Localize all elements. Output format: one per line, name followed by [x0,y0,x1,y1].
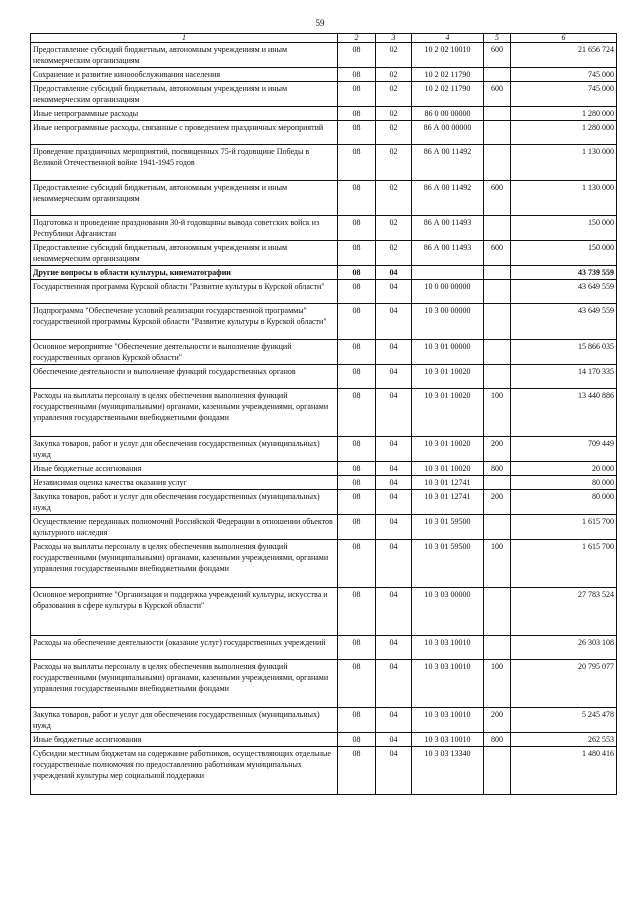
row-target-article: 10 3 03 13340 [412,747,484,795]
row-subsection: 04 [376,733,412,747]
row-subsection: 04 [376,340,412,365]
table-row [31,68,617,82]
row-expense-type: 100 [484,540,511,588]
row-name: Основное мероприятие "Организация и поддержка учреждений культуры, искусства и образования в сфере культуры в Курской области" [31,588,338,636]
row-target-article: 10 3 01 12741 [412,490,484,515]
row-target-article: 86 А 00 11492 [412,145,484,181]
row-amount: 80 000 [511,490,617,515]
table-row [31,733,617,747]
row-name: Иные бюджетные ассигнования [31,462,338,476]
row-subsection: 04 [376,462,412,476]
row-name: Подпрограмма "Обеспечение условий реализации государственной программы" государственной программы Курской области "Развитие культуры в Курской области" [31,304,338,340]
row-expense-type: 600 [484,181,511,216]
row-name: Закупка товаров, работ и услуг для обеспечения государственных (муниципальных) нужд [31,437,338,462]
row-target-article: 86 А 00 00000 [412,121,484,145]
row-target-article: 10 3 01 59500 [412,540,484,588]
row-expense-type: 200 [484,437,511,462]
row-amount: 20 000 [511,462,617,476]
table-row [31,304,617,340]
row-amount: 262 553 [511,733,617,747]
row-amount: 43 739 559 [511,266,617,280]
row-subsection: 04 [376,365,412,389]
row-subsection: 04 [376,304,412,340]
row-target-article: 10 3 00 00000 [412,304,484,340]
table-row [31,636,617,660]
row-section: 08 [338,588,376,636]
row-expense-type: 800 [484,462,511,476]
row-target-article: 10 3 03 00000 [412,588,484,636]
row-target-article: 10 3 01 10020 [412,462,484,476]
row-name: Осуществление переданных полномочий Российской Федерации в отношении объектов культурного наследия [31,515,338,540]
row-name: Предоставление субсидий бюджетным, автономным учреждениям и иным некоммерческим организациям [31,241,338,266]
row-subsection: 02 [376,82,412,107]
table-row [31,216,617,241]
row-subsection: 04 [376,515,412,540]
table-row [31,43,617,68]
row-name: Предоставление субсидий бюджетным, автономным учреждениям и иным некоммерческим организациям [31,181,338,216]
row-subsection: 04 [376,660,412,708]
row-name: Расходы на выплаты персоналу в целях обеспечения выполнения функций государственными (муниципальными) органами, казенными учреждениями, органами управления государственными внебюджетными фондами [31,389,338,437]
column-number: 5 [484,34,511,43]
row-section: 08 [338,476,376,490]
row-section: 08 [338,68,376,82]
row-amount: 709 449 [511,437,617,462]
row-amount: 1 615 700 [511,515,617,540]
row-expense-type [484,266,511,280]
table-row [31,280,617,304]
row-section: 08 [338,181,376,216]
table-row [31,462,617,476]
row-expense-type [484,121,511,145]
row-section: 08 [338,462,376,476]
row-expense-type: 200 [484,490,511,515]
row-amount: 1 280 000 [511,107,617,121]
row-amount: 14 170 335 [511,365,617,389]
column-number: 2 [338,34,376,43]
row-target-article: 10 2 02 11790 [412,82,484,107]
row-name: Другие вопросы в области культуры, кинематографии [31,266,338,280]
table-row [31,340,617,365]
row-section: 08 [338,389,376,437]
row-expense-type: 600 [484,82,511,107]
row-subsection: 04 [376,636,412,660]
row-subsection: 02 [376,145,412,181]
table-row [31,82,617,107]
row-section: 08 [338,515,376,540]
row-section: 08 [338,636,376,660]
row-name: Сохранение и развитие киноообслуживания населения [31,68,338,82]
row-amount: 745 000 [511,68,617,82]
row-expense-type [484,747,511,795]
row-section: 08 [338,708,376,733]
row-section: 08 [338,340,376,365]
table-row [31,121,617,145]
row-section: 08 [338,540,376,588]
row-amount: 15 866 035 [511,340,617,365]
row-target-article: 10 0 00 00000 [412,280,484,304]
row-expense-type: 600 [484,241,511,266]
row-amount: 1 130 000 [511,181,617,216]
table-row [31,241,617,266]
row-amount: 26 303 108 [511,636,617,660]
column-number-header [31,34,617,43]
row-name: Закупка товаров, работ и услуг для обеспечения государственных (муниципальных) нужд [31,708,338,733]
row-amount: 43 649 559 [511,304,617,340]
row-subsection: 02 [376,43,412,68]
row-subsection: 04 [376,280,412,304]
table-row [31,365,617,389]
table-row [31,476,617,490]
row-section: 08 [338,216,376,241]
row-target-article: 10 3 01 12741 [412,476,484,490]
row-amount: 27 783 524 [511,588,617,636]
row-section: 08 [338,43,376,68]
row-section: 08 [338,660,376,708]
row-subsection: 04 [376,389,412,437]
row-subsection: 02 [376,181,412,216]
row-subsection: 04 [376,708,412,733]
table-row [31,490,617,515]
row-target-article: 10 2 02 10010 [412,43,484,68]
row-target-article [412,266,484,280]
row-section: 08 [338,490,376,515]
row-target-article: 10 3 01 10020 [412,365,484,389]
row-section: 08 [338,733,376,747]
budget-table [30,33,617,795]
row-target-article: 10 3 01 00000 [412,340,484,365]
row-expense-type: 200 [484,708,511,733]
row-target-article: 10 3 03 10010 [412,636,484,660]
table-row [31,266,617,280]
row-expense-type [484,365,511,389]
row-expense-type [484,515,511,540]
row-subsection: 04 [376,490,412,515]
column-number: 6 [511,34,617,43]
row-target-article: 10 3 03 10010 [412,660,484,708]
row-name: Субсидии местным бюджетам на содержание работников, осуществляющих отдельные государственные полномочия по предоставлению работникам муниципальных учреждений культуры мер социальной поддержки [31,747,338,795]
table-row [31,588,617,636]
row-amount: 20 795 077 [511,660,617,708]
row-name: Основное мероприятие "Обеспечение деятельности и выполнение функций государственных органов Курской области" [31,340,338,365]
row-subsection: 02 [376,216,412,241]
row-section: 08 [338,145,376,181]
row-section: 08 [338,121,376,145]
table-row [31,660,617,708]
row-name: Иные бюджетные ассигнования [31,733,338,747]
row-section: 08 [338,365,376,389]
column-number: 3 [376,34,412,43]
row-amount: 5 245 478 [511,708,617,733]
row-name: Государственная программа Курской области "Развитие культуры в Курской области" [31,280,338,304]
row-expense-type [484,588,511,636]
row-amount: 745 000 [511,82,617,107]
row-amount: 1 280 000 [511,121,617,145]
row-expense-type [484,107,511,121]
row-name: Расходы на выплаты персоналу в целях обеспечения выполнения функций государственными (муниципальными) органами, казенными учреждениями, органами управления государственными внебюджетными фондами [31,660,338,708]
row-expense-type [484,68,511,82]
column-number: 1 [31,34,338,43]
row-name: Проведение праздничных мероприятий, посвященных 75-й годовщине Победы в Великой Отечественной войне 1941-1945 годов [31,145,338,181]
row-name: Расходы на выплаты персоналу в целях обеспечения выполнения функций государственными (муниципальными) органами, казенными учреждениями, органами управления государственными внебюджетными фондами [31,540,338,588]
row-subsection: 04 [376,266,412,280]
row-name: Закупка товаров, работ и услуг для обеспечения государственных (муниципальных) нужд [31,490,338,515]
row-expense-type [484,280,511,304]
row-target-article: 10 3 01 59500 [412,515,484,540]
row-section: 08 [338,747,376,795]
row-amount: 21 656 724 [511,43,617,68]
table-row [31,107,617,121]
row-section: 08 [338,266,376,280]
row-amount: 1 480 416 [511,747,617,795]
row-amount: 80 000 [511,476,617,490]
row-name: Предоставление субсидий бюджетным, автономным учреждениям и иным некоммерческим организациям [31,82,338,107]
page-number: 59 [315,18,325,28]
row-target-article: 10 3 03 10010 [412,708,484,733]
table-row [31,145,617,181]
row-expense-type: 100 [484,660,511,708]
row-subsection: 04 [376,437,412,462]
row-target-article: 86 А 00 11493 [412,216,484,241]
row-expense-type [484,476,511,490]
row-expense-type [484,145,511,181]
row-subsection: 04 [376,747,412,795]
row-amount: 1 615 700 [511,540,617,588]
row-subsection: 02 [376,241,412,266]
row-subsection: 02 [376,121,412,145]
row-section: 08 [338,304,376,340]
row-section: 08 [338,82,376,107]
table-row [31,389,617,437]
column-number: 4 [412,34,484,43]
row-expense-type: 800 [484,733,511,747]
table-row [31,437,617,462]
table-row [31,540,617,588]
row-subsection: 04 [376,476,412,490]
row-name: Иные непрограммные расходы, связанные с проведением праздничных мероприятий [31,121,338,145]
table-row [31,708,617,733]
table-row [31,181,617,216]
row-section: 08 [338,280,376,304]
row-name: Предоставление субсидий бюджетным, автономным учреждениям и иным некоммерческим организациям [31,43,338,68]
row-amount: 150 000 [511,216,617,241]
row-name: Расходы на обеспечение деятельности (оказание услуг) государственных учреждений [31,636,338,660]
row-name: Иные непрограммные расходы [31,107,338,121]
row-name: Подготовка и проведение празднования 30-й годовщины вывода советских войск из Республики Афганистан [31,216,338,241]
row-subsection: 02 [376,68,412,82]
row-name: Независимая оценка качества оказания услуг [31,476,338,490]
row-target-article: 10 3 01 10020 [412,437,484,462]
row-section: 08 [338,107,376,121]
row-target-article: 86 0 00 00000 [412,107,484,121]
row-amount: 1 130 000 [511,145,617,181]
row-expense-type: 600 [484,43,511,68]
table-row [31,515,617,540]
row-amount: 150 000 [511,241,617,266]
row-target-article: 86 А 00 11492 [412,181,484,216]
row-amount: 13 440 886 [511,389,617,437]
row-subsection: 04 [376,588,412,636]
row-section: 08 [338,241,376,266]
row-expense-type [484,216,511,241]
row-target-article: 10 3 03 10010 [412,733,484,747]
table-row [31,747,617,795]
row-target-article: 86 А 00 11493 [412,241,484,266]
row-subsection: 02 [376,107,412,121]
row-name: Обеспечение деятельности и выполнение функций государственных органов [31,365,338,389]
row-expense-type [484,636,511,660]
row-amount: 43 649 559 [511,280,617,304]
row-expense-type [484,304,511,340]
row-target-article: 10 2 02 11790 [412,68,484,82]
row-expense-type [484,340,511,365]
row-section: 08 [338,437,376,462]
row-expense-type: 100 [484,389,511,437]
row-target-article: 10 3 01 10020 [412,389,484,437]
row-subsection: 04 [376,540,412,588]
